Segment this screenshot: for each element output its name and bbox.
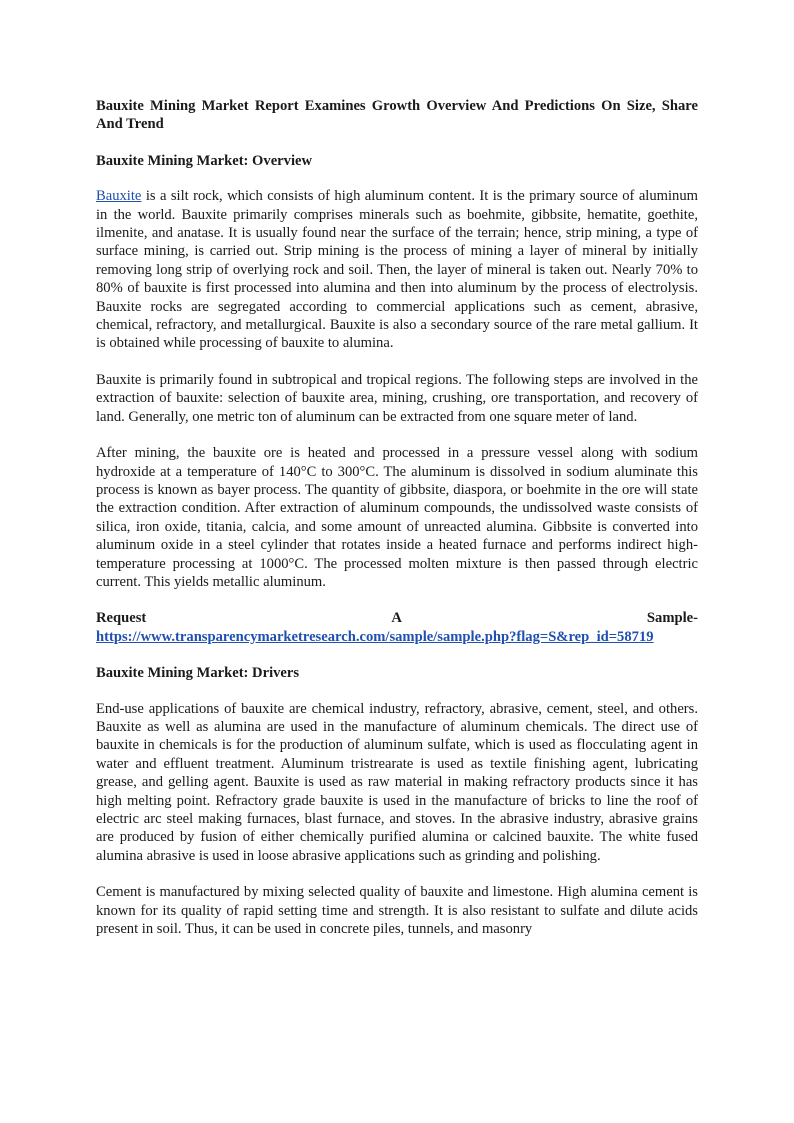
request-sample-url-line	[96, 628, 698, 646]
request-sample-line	[96, 609, 698, 627]
overview-paragraph-3: After mining, the bauxite ore is heated and processed in a pressure vessel along with sodium hydroxide at a temperature of 140°C to 300°C. The aluminum is dissolved in sodium aluminate this process is known as bayer process. The quantity of gibbsite, diaspora, or boehmite in the ore will state the extraction condition. After extraction of aluminum compounds, the undissolved waste consists of silica, iron oxide, titania, calcia, and some amount of unreacted alumina. Gibbsite is converted into aluminum oxide in a steel cylinder that rotates inside a heated furnace and performs indirect high-temperature processing at 1000°C. The processed molten mixture is then passed through electric current. This yields metallic aluminum.	[96, 445, 698, 590]
drivers-paragraph-1: End-use applications of bauxite are chemical industry, refractory, abrasive, cement, steel, and others. Bauxite as well as alumina are used in the manufacture of aluminum chemicals. The direct use of bauxite in chemicals is for the production of aluminum sulfate, which is used as flocculating agent in water and effluent treatment. Aluminum tristrearate is used as textile finishing agent, lubricating grease, and gelling agent. Bauxite is used as raw material in making refractory products since it has high melting point. Refractory grade bauxite is used in the manufacture of bricks to line the roof of electric arc steel making furnaces, blast furnace, and stoves. In the abrasive industry, abrasive grains are produced by fusion of either chemically purified alumina or calcined bauxite. The white fused alumina abrasive is used in loose abrasive applications such as grinding and polishing.	[96, 700, 698, 864]
overview-heading: Bauxite Mining Market: Overview	[96, 152, 313, 169]
overview-paragraph-1	[96, 187, 698, 353]
document-page	[96, 97, 698, 956]
drivers-heading: Bauxite Mining Market: Drivers	[96, 665, 300, 682]
document-title: Bauxite Mining Market Report Examines Growth Overview And Predictions On Size, Share And Trend	[96, 98, 698, 133]
drivers-paragraph-2: Cement is manufactured by mixing selected quality of bauxite and limestone. High alumina cement is known for its quality of rapid setting time and strength. It is also resistant to sulfate and dilute acids present in soil. Thus, it can be used in concrete piles, tunnels, and masonry	[96, 884, 698, 938]
request-sample-word: Sample-	[646, 610, 698, 627]
request-sample-link[interactable]: https://www.transparencymarketresearch.com/sample/sample.php?flag=S&rep_id=58719	[96, 628, 654, 645]
overview-paragraph-2: Bauxite is primarily found in subtropical and tropical regions. The following steps are involved in the extraction of bauxite: selection of bauxite area, mining, crushing, ore transportation, and recovery of land. Generally, one metric ton of aluminum can be extracted from one square meter of land.	[96, 371, 698, 425]
overview-paragraph-1-text: is a silt rock, which consists of high aluminum content. It is the primary source of aluminum in the world. Bauxite primarily comprises minerals such as boehmite, gibbsite, hematite, goethite, ilmenite, and anatase. It is usually found near the surface of the terrain; hence, strip mining, a type of surface mining, is carried out. Strip mining is the process of mining a layer of mineral by initially removing long strip of overlying rock and soil. Then, the layer of mineral is taken out. Nearly 70% to 80% of bauxite is first processed into alumina and then into aluminum by the process of electrolysis. Bauxite rocks are segregated according to commercial applications such as cement, abrasive, chemical, refractory, and metallurgical. Bauxite is also a secondary source of the rare metal gallium. It is obtained while processing of bauxite to alumina.	[96, 188, 698, 352]
request-word: Request	[96, 610, 147, 627]
request-article: A	[391, 610, 402, 627]
bauxite-link[interactable]: Bauxite	[96, 188, 142, 205]
